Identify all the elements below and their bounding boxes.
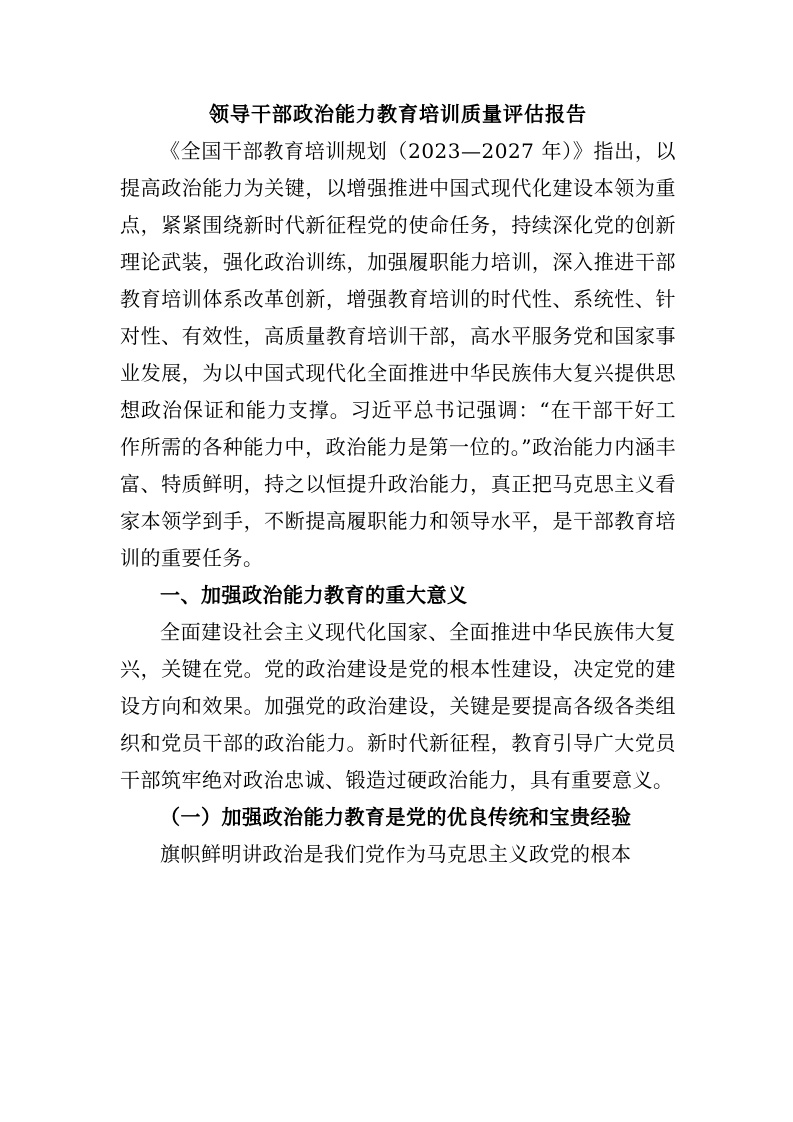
- section-heading-1: 一、加强政治能力教育的重大意义: [160, 583, 468, 607]
- document-page: [120, 96, 676, 873]
- section-1-paragraph: 全面建设社会主义现代化国家、全面推进中华民族伟大复兴，关键在党。党的政治建设是党的根本性建设，决定党的建设方向和效果。加强党的政治建设，关键是要提高各级各类组织和党员干部的政治能力。新时代新征程，教育引导广大党员干部筑牢绝对政治忠诚、锻造过硬政治能力，具有重要意义。: [120, 620, 676, 792]
- intro-paragraph: 《全国干部教育培训规划（2023—2027 年）》指出，以提高政治能力为关键，以增强推进中国式现代化建设本领为重点，紧紧围绕新时代新征程党的使命任务，持续深化党的创新理论武装，强化政治训练，加强履职能力培训，深入推进干部教育培训体系改革创新，增强教育培训的时代性、系统性、针对性、有效性，高质量教育培训干部，高水平服务党和国家事业发展，为以中国式现代化全面推进中华民族伟大复兴提供思想政治保证和能力支撑。习近平总书记强调：“在干部干好工作所需的各种能力中，政治能力是第一位的。”政治能力内涵丰富、特质鲜明，持之以恒提升政治能力，真正把马克思主义看家本领学到手，不断提高履职能力和领导水平，是干部教育培训的重要任务。: [120, 139, 676, 570]
- subsection-heading-1: （一）加强政治能力教育是党的优良传统和宝贵经验: [160, 805, 632, 829]
- document-title: 领导干部政治能力教育培训质量评估报告: [209, 102, 587, 126]
- subsection-1-paragraph: 旗帜鲜明讲政治是我们党作为马克思主义政党的根本: [160, 842, 632, 866]
